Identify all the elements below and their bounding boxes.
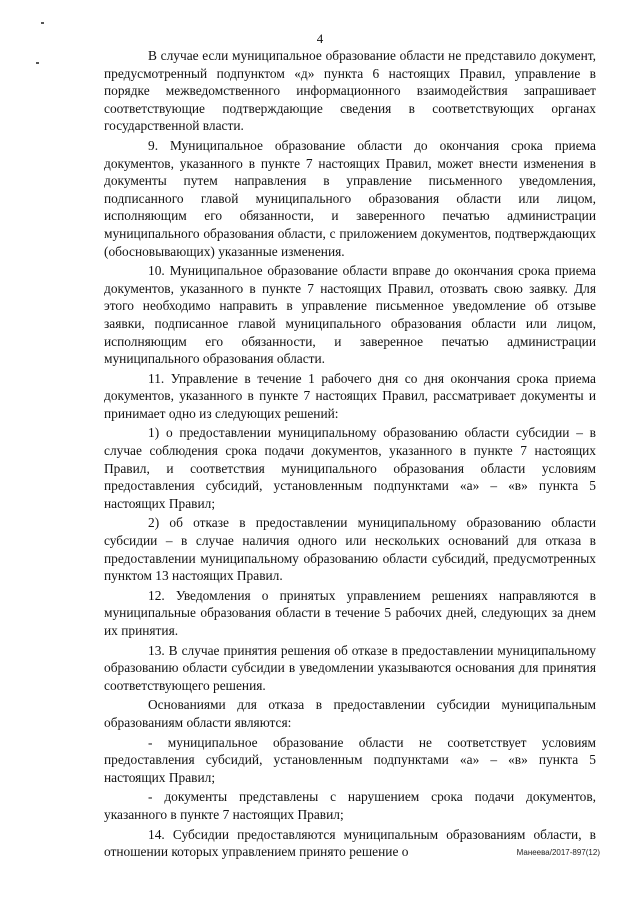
paragraph-11-review: 11. Управление в течение 1 рабочего дня со дня окончания срока приема документов, указанного в пункте 7 настоящих Правил, рассматривает документы и принимает одно из следующих решений: — [104, 370, 596, 421]
paragraph-11-decision-1: 1) о предоставлении муниципальному образованию области субсидии – в случае соблюдения срока подачи документов, указанного в пункте 7 настоящих Правил, и соответствия муниципального образования области условиям предоставления субсидий, установленным подпунктами «а» – «в» пункта 5 настоящих Правил; — [104, 425, 596, 511]
page-number: 4 — [316, 31, 324, 46]
scan-artifact-mark — [36, 62, 39, 64]
paragraph-10-withdrawal: 10. Муниципальное образование области вправе до окончания срока приема документов, указанного в пункте 7 настоящих Правил, отозвать свою заявку. Для этого необходимо направить в управление письменное уведомление об отзыве заявки, подписанное главой муниципального образования области или лицом, исполняющим его обязанности, и заверенное печатью администрации муниципального образования области. — [104, 263, 596, 367]
paragraph-12-notifications: 12. Уведомления о принятых управлением решениях направляются в муниципальные образования области в течение 5 рабочих дней, следующих за днем их принятия. — [104, 587, 596, 638]
paragraph-11-decision-2: 2) об отказе в предоставлении муниципальному образованию области субсидии – в случае наличия одного или нескольких оснований для отказа в предоставлении муниципальному образованию области субсидий, предусмотренных пунктом 13 настоящих Правил. — [104, 515, 596, 584]
document-body — [104, 47, 596, 863]
paragraph-14-subsidies: 14. Субсидии предоставляются муниципальным образованиям области, в отношении которых управлением принято решение о — [104, 826, 596, 860]
paragraph-9-amendments: 9. Муниципальное образование области до окончания срока приема документов, указанного в пункте 7 настоящих Правил, может внести изменения в документы путем направления в управление письменного уведомления, подписанного главой муниципального образования области или лицом, исполняющим его обязанности, и заверенного печатью администрации муниципального образования области, с приложением документов, подтверждающих (обосновывающих) указанные изменения. — [104, 137, 596, 259]
paragraph-ground-1: - муниципальное образование области не соответствует условиям предоставления субсидий, установленным подпунктами «а» – «в» пункта 5 настоящих Правил; — [104, 734, 596, 785]
paragraph-missing-document: В случае если муниципальное образование области не представило документ, предусмотренный подпунктом «д» пункта 6 настоящих Правил, управление в порядке межведомственного информационного взаимодействия запрашивает соответствующие подтверждающие сведения в соответствующих органах государственной власти. — [104, 48, 596, 134]
paragraph-ground-2: - документы представлены с нарушением срока подачи документов, указанного в пункте 7 настоящих Правил; — [104, 789, 596, 822]
paragraph-refusal-grounds: Основаниями для отказа в предоставлении субсидии муниципальным образованиям области являются: — [104, 697, 596, 730]
scan-artifact-mark — [41, 22, 44, 24]
document-footer-id: Манеева/2017-897(12) — [516, 848, 600, 857]
paragraph-13-refusal: 13. В случае принятия решения об отказе в предоставлении муниципальному образованию области субсидии в уведомлении указываются основания для принятия соответствующего решения. — [104, 642, 596, 693]
